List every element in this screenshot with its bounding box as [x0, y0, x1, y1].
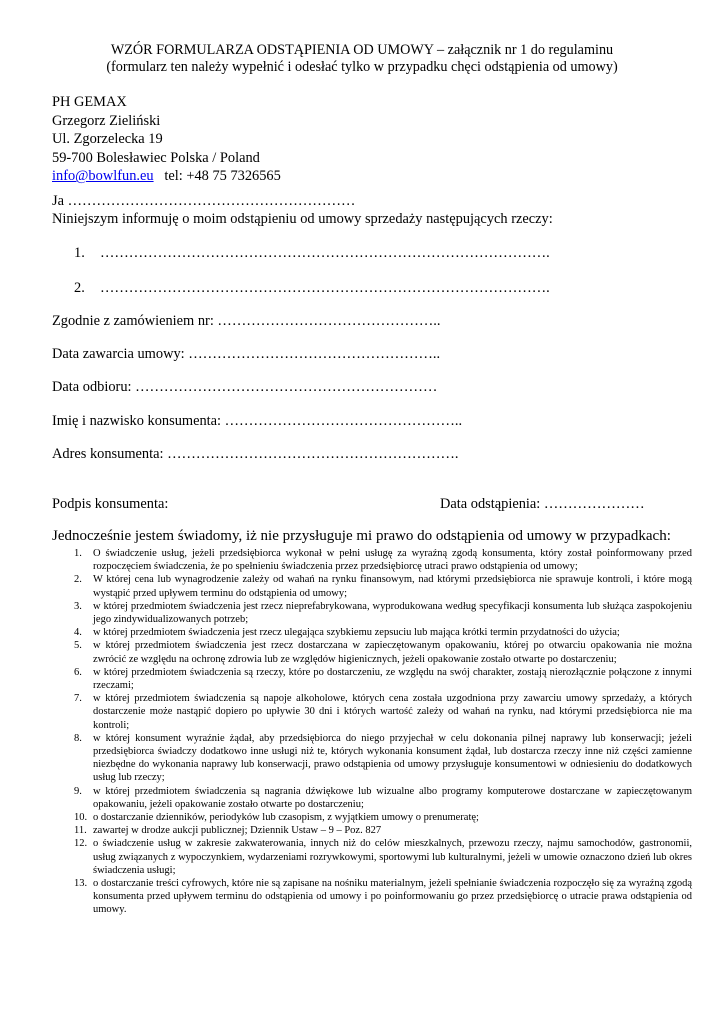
exclusion-text: o dostarczanie dzienników, periodyków lub czasopism, z wyjątkiem umowy o prenumeratę;	[93, 812, 479, 824]
exclusion-item	[52, 547, 692, 573]
exclusion-number: 10.	[74, 812, 88, 824]
exclusion-number: 9.	[74, 785, 82, 797]
company-street: Ul. Zgorzelecka 19	[52, 131, 163, 148]
exclusion-item	[52, 811, 692, 824]
exclusion-text: w której przedmiotem świadczenia jest rzecz nieprefabrykowana, wyprodukowana według specyfikacji konsumenta lub służąca zaspokojeniu jego zindywidualizowanych potrzeb;	[93, 600, 692, 626]
exclusion-number: 1.	[74, 548, 82, 559]
exclusion-number: 3.	[74, 600, 82, 612]
exclusion-text: w której przedmiotem świadczenia są napoje alkoholowe, których cena została uzgodniona przy zawarciu umowy sprzedaży, a których dostarczenie może nastąpić dopiero po upływie 30 dni i których wartość zależy od wahań na rynku, nad którymi przedsiębiorca nie ma kontroli;	[93, 693, 692, 731]
company-name: PH GEMAX	[52, 94, 127, 110]
exclusion-text: o świadczenie usług w zakresie zakwaterowania, innych niż do celów mieszkalnych, przewozu rzeczy, najmu samochodów, gastronomii, usług związanych z wypoczynkiem, wydarzeniami rozrywkowymi, sportowymi lub kulturalnymi, jeżeli w umowie oznaczono dzień lub okres świadczenia usługi;	[93, 838, 692, 876]
exclusion-item	[52, 785, 692, 811]
company-contact	[52, 167, 281, 186]
exclusion-item	[52, 837, 692, 877]
exclusion-text: O świadczenie usług, jeżeli przedsiębiorca wykonał w pełni usługę za wyraźną zgodą konsumenta, który został poinformowany przed rozpoczęciem świadczenia, że po spełnieniu świadczenia przez przedsiębiorcę utraci prawo odstąpienia od umowy;	[93, 548, 692, 573]
exclusion-text: w której przedmiotem świadczenia jest rzecz ulegająca szybkiemu zepsuciu lub mająca krótki termin przydatności do użycia;	[93, 627, 620, 639]
exclusion-text: w której przedmiotem świadczenia są rzeczy, które po dostarczeniu, ze względu na swój charakter, zostają nierozłącznie połączone z innymi rzeczami;	[93, 666, 692, 692]
exclusion-number: 6.	[74, 666, 82, 678]
exclusions-list	[52, 547, 692, 917]
document-header	[0, 42, 724, 76]
exclusion-item	[52, 626, 692, 639]
document-title: WZÓR FORMULARZA ODSTĄPIENIA OD UMOWY – załącznik nr 1 do regulaminu	[110, 42, 614, 58]
item-line-1	[74, 245, 550, 262]
exclusion-number: 12.	[74, 838, 88, 850]
document-subtitle: (formularz ten należy wypełnić i odesłać tylko w przypadku chęci odstąpienia od umowy)	[106, 59, 618, 75]
item-number: 2.	[74, 280, 85, 296]
exclusion-text: w której przedmiotem świadczenia są nagrania dźwiękowe lub wizualne albo programy komputerowe dostarczane w zapieczętowanym opakowaniu, jeżeli opakowanie zostało otwarte po dostarczeniu;	[93, 785, 692, 810]
exclusion-number: 13.	[74, 878, 88, 890]
company-email-link[interactable]: info@bowlfun.eu	[52, 168, 154, 185]
order-number-field: Zgodnie z zamówieniem nr: ………………………………………..	[52, 313, 441, 329]
exclusion-item	[52, 732, 692, 785]
exclusion-text: o dostarczanie treści cyfrowych, które nie są zapisane na nośniku materialnym, jeżeli spełnianie świadczenia rozpoczęło się za wyraźną zgodą konsumenta przed upływem terminu do odstąpienia od umowy i po poinformowaniu go przez przedsiębiorcę o utracie prawa odstąpienia od umowy.	[93, 878, 692, 916]
exclusion-number: 5.	[74, 640, 82, 652]
exclusion-text: W której cena lub wynagrodzenie zależy od wahań na rynku finansowym, nad którymi przedsiębiorca nie sprawuje kontroli, i które mogą wystąpić przed upływem terminu do odstąpienia od umowy;	[93, 574, 692, 599]
company-address-block	[52, 93, 281, 186]
exclusion-item	[52, 639, 692, 665]
exclusion-item	[52, 692, 692, 732]
consumer-name-field: Imię i nazwisko konsumenta: …………………………………………..	[52, 413, 463, 429]
company-phone: tel: +48 75 7326565	[164, 168, 281, 185]
exclusion-item	[52, 666, 692, 692]
item-number: 1.	[74, 245, 85, 261]
exclusion-text: zawartej w drodze aukcji publicznej; Dziennik Ustaw – 9 – Poz. 827	[93, 825, 382, 837]
exclusion-item	[52, 573, 692, 599]
contract-date-field: Data zawarcia umowy: ……………………………………………..	[52, 346, 441, 362]
company-owner: Grzegorz Zieliński	[52, 112, 161, 129]
exclusion-text: w której przedmiotem świadczenia jest rzecz dostarczana w zapieczętowanym opakowaniu, której po otwarciu opakowania nie można zwrócić ze względu na ochronę zdrowia lub ze względów higienicznych, jeżeli opakowanie zostało otwarte po dostarczeniu;	[93, 640, 692, 665]
item-line-2	[74, 280, 550, 297]
exclusion-number: 7.	[74, 693, 82, 705]
exclusion-number: 2.	[74, 574, 82, 586]
exclusion-item	[52, 824, 692, 837]
signature-label: Podpis konsumenta:	[52, 496, 169, 512]
exclusion-text: w której konsument wyraźnie żądał, aby przedsiębiorca do niego przyjechał w celu dokonania pilnej naprawy lub konserwacji; jeżeli przedsiębiorca świadczy dodatkowo inne usługi niż te, których wykonania konsument żądał, lub dostarcza rzeczy inne niż części zamienne niezbędne do wykonania naprawy lub konserwacji, prawo odstąpienia od umowy przysługuje konsumentowi w odniesieniu do dodatkowych usług lub rzeczy;	[93, 732, 692, 784]
exclusion-number: 8.	[74, 732, 82, 744]
item-blank: ………………………………………………………………………………….	[100, 280, 550, 296]
exclusion-number: 4.	[74, 627, 82, 639]
exclusions-intro: Jednocześnie jestem świadomy, iż nie przysługuje mi prawo do odstąpienia od umowy w przypadkach:	[52, 528, 671, 544]
withdrawal-intro: Niniejszym informuję o moim odstąpieniu od umowy sprzedaży następujących rzeczy:	[52, 211, 553, 227]
company-city: 59-700 Bolesławiec Polska / Poland	[52, 149, 260, 166]
withdrawal-date-field: Data odstąpienia: …………………	[440, 496, 645, 512]
receipt-date-field: Data odbioru: ………………………………………………………	[52, 379, 438, 395]
consumer-address-field: Adres konsumenta: …………………………………………………….	[52, 446, 459, 462]
exclusion-item	[52, 877, 692, 917]
exclusion-number: 11.	[74, 825, 87, 837]
item-blank: ………………………………………………………………………………….	[100, 245, 550, 261]
exclusion-item	[52, 600, 692, 626]
ja-field: Ja ……………………………………………………	[52, 193, 356, 209]
